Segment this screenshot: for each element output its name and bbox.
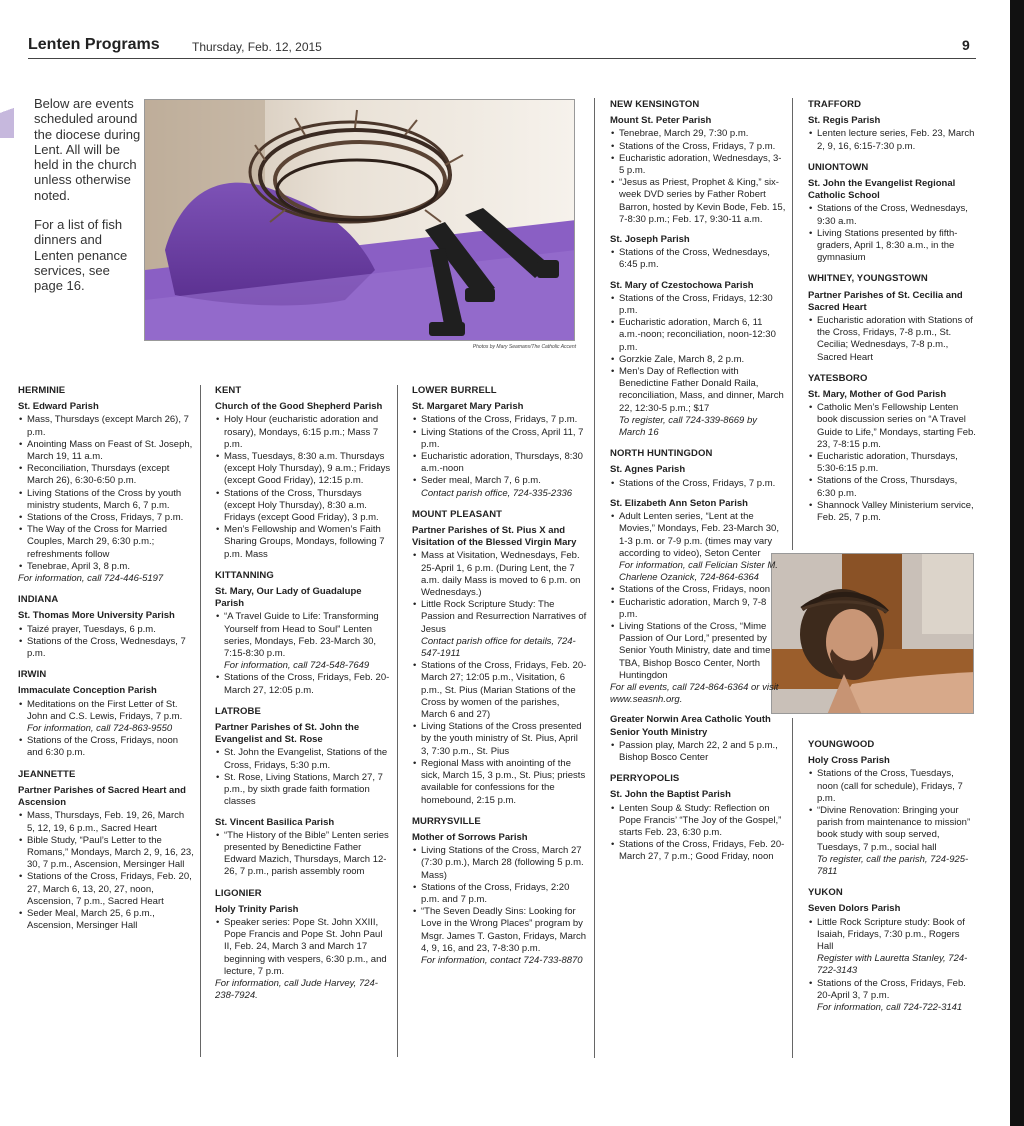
event-item: • Stations of the Cross, Fridays, Feb. 20-April 3, 7 p.m. <box>808 978 976 1002</box>
town-heading: KITTANNING <box>215 569 274 581</box>
event-item: • Stations of the Cross, Fridays, 7 p.m. <box>610 141 786 153</box>
listing-section <box>412 509 588 807</box>
listing-section <box>18 385 194 585</box>
event-item: • Stations of the Cross, Thursdays (except Holy Thursday), 8:30 a.m. Fridays (except Good Friday), 3 p.m. <box>215 488 391 525</box>
contact-note: For information, contact 724-733-8870 <box>421 954 583 966</box>
event-list <box>215 611 391 660</box>
event-list <box>610 740 786 764</box>
parish-name: St. Mary of Czestochowa Parish <box>610 279 754 291</box>
event-list <box>610 247 786 271</box>
column-rule <box>594 98 595 1058</box>
parish-group <box>610 464 786 489</box>
event-item: • Stations of the Cross, Wednesdays, 6:45 p.m. <box>610 247 786 271</box>
contact-note: Register with Lauretta Stanley, 724-722-3143 <box>817 953 968 977</box>
event-item: • Stations of the Cross, Fridays, Feb. 20-March 27, 7 p.m.; Good Friday, noon <box>610 839 786 863</box>
parish-name: Greater Norwin Area Catholic Youth Senior Youth Ministry <box>610 714 771 738</box>
contact-note: Contact parish office, 724-335-2336 <box>421 487 573 499</box>
event-item: • “The Seven Deadly Sins: Looking for Love in the Wrong Places” program by Msgr. James T. Gaston, Fridays, March 4, 9, 16, and 23, 7-8:30 p.m. <box>412 906 588 955</box>
parish-group <box>610 115 786 226</box>
town-heading: LIGONIER <box>215 887 262 899</box>
event-item: • Stations of the Cross, Wednesdays, 9:30 a.m. <box>808 203 976 227</box>
event-item: • Stations of the Cross, Fridays, noon and 6:30 p.m. <box>18 735 194 759</box>
event-list <box>18 624 194 661</box>
parish-group <box>412 401 588 500</box>
parish-name: St. John the Baptist Parish <box>610 789 731 801</box>
listing-column-1 <box>18 385 194 941</box>
town-heading: PERRYOPOLIS <box>610 773 680 785</box>
parish-name: Holy Cross Parish <box>808 755 890 767</box>
town-heading: YOUNGWOOD <box>808 739 875 750</box>
parish-group <box>215 401 391 561</box>
event-item: • Stations of the Cross, Fridays, 7 p.m. <box>412 414 588 426</box>
parish-name: St. Regis Parish <box>808 115 881 127</box>
photo-credit: Photos by Mary Seamans/The Catholic Accent <box>472 344 576 350</box>
listing-section <box>215 706 391 879</box>
listing-section <box>808 273 976 363</box>
listing-section <box>412 816 588 967</box>
listing-section <box>808 887 976 1014</box>
event-item: • Stations of the Cross, Fridays, noon <box>610 584 786 596</box>
town-heading: NEW KENSINGTON <box>610 99 700 110</box>
listing-section <box>808 99 976 153</box>
event-list <box>610 293 786 415</box>
parish-group <box>215 817 391 879</box>
event-item: • Eucharistic adoration, Wednesdays, 3-5 p.m. <box>610 153 786 177</box>
event-item: • Meditations on the First Letter of St. John and C.S. Lewis, Fridays, 7 p.m. <box>18 699 194 723</box>
event-list <box>808 203 976 264</box>
parish-name: St. Agnes Parish <box>610 464 686 476</box>
parish-name: Seven Dolors Parish <box>808 903 901 915</box>
parish-group <box>808 389 976 524</box>
event-list <box>808 128 976 152</box>
event-list <box>808 917 976 954</box>
event-item: • Catholic Men’s Fellowship Lenten book discussion series on “A Travel Guide to Life,” Mondays, starting Feb. 23, 7-8:15 p.m. <box>808 402 976 451</box>
parish-group <box>18 610 194 660</box>
event-item: • Living Stations of the Cross, “Mime Passion of Our Lord,” presented by Senior Youth Ministry, date and time TBA, Bishop Bosco Center, North Huntingdon <box>610 621 786 682</box>
event-item: • Stations of the Cross, Fridays, 7 p.m. <box>18 512 194 524</box>
event-list <box>412 660 588 806</box>
event-list <box>215 830 391 879</box>
event-item: • Men’s Fellowship and Women’s Faith Sharing Groups, Mondays, following 7 p.m. Mass <box>215 524 391 561</box>
page-date: Thursday, Feb. 12, 2015 <box>192 40 322 54</box>
parish-name: Church of the Good Shepherd Parish <box>215 401 383 413</box>
column-rule <box>792 718 793 1058</box>
event-item: • Little Rock Scripture Study: The Passion and Resurrection Narratives of Jesus <box>412 599 588 636</box>
event-item: • Adult Lenten series, “Lent at the Movies,” Mondays, Feb. 23-March 30, 1-3 p.m. or 7-9 p.m. (times may vary according to video), Seton Center <box>610 511 786 560</box>
intro-paragraph-1: Below are events scheduled around the diocese during Lent. All will be held in the church unless otherwise noted. <box>34 96 141 203</box>
column-rule <box>200 385 201 1057</box>
parish-name: St. Vincent Basilica Parish <box>215 816 335 828</box>
listing-section <box>18 594 194 660</box>
parish-name: St. Joseph Parish <box>610 234 690 246</box>
event-item: • Stations of the Cross, Fridays, 12:30 p.m. <box>610 293 786 317</box>
listing-column-4 <box>610 99 786 873</box>
event-item: • Little Rock Scripture study: Book of Isaiah, Fridays, 7:30 p.m., Rogers Hall <box>808 917 976 954</box>
listing-section <box>215 570 391 697</box>
event-item: • Mass, Thursdays, Feb. 19, 26, March 5, 12, 19, 6 p.m., Sacred Heart <box>18 810 194 834</box>
event-item: • Mass at Visitation, Wednesdays, Feb. 25-April 1, 6 p.m. (During Lent, the 7 a.m. daily Mass is moved to 6 p.m. on Wednesdays.) <box>412 550 588 599</box>
event-item: • Tenebrae, April 3, 8 p.m. <box>18 561 194 573</box>
parish-group <box>215 722 391 808</box>
contact-note: For information, call 724-722-3141 <box>817 1002 963 1014</box>
event-item: • Eucharistic adoration, Thursdays, 8:30 a.m.-noon <box>412 451 588 475</box>
page-section-title: Lenten Programs <box>28 36 160 53</box>
event-item: • Stations of the Cross, Tuesdays, noon (call for schedule), Fridays, 7 p.m. <box>808 768 976 805</box>
parish-group <box>18 785 194 932</box>
event-item: • Passion play, March 22, 2 and 5 p.m., Bishop Bosco Center <box>610 740 786 764</box>
town-heading: INDIANA <box>18 594 59 606</box>
parish-name: St. Elizabeth Ann Seton Parish <box>610 497 748 509</box>
event-list <box>18 735 194 759</box>
event-item: • Gorzkie Zale, March 8, 2 p.m. <box>610 354 786 366</box>
parish-group <box>610 714 786 764</box>
event-item: • Living Stations of the Cross, April 11, 7 p.m. <box>412 427 588 451</box>
intro-paragraph-2: For a list of fish dinners and Lenten penance services, see page 16. <box>34 217 128 294</box>
event-item: • Stations of the Cross, Thursdays, 6:30 p.m. <box>808 475 976 499</box>
contact-note: For all events, call 724-864-6364 or visit www.seasnh.org. <box>610 681 779 706</box>
event-list <box>610 584 786 682</box>
event-item: • Eucharistic adoration, March 6, 11 a.m.-noon; reconciliation, noon-12:30 p.m. <box>610 317 786 354</box>
parish-group <box>18 685 194 759</box>
event-list <box>808 978 976 1002</box>
listing-section <box>18 769 194 933</box>
scan-edge <box>1010 0 1024 1126</box>
event-item: • Living Stations of the Cross presented by the youth ministry of St. Pius, April 3, 7:30 p.m., St. Pius <box>412 721 588 758</box>
parish-name: Immaculate Conception Parish <box>18 685 157 697</box>
town-heading: LATROBE <box>215 705 261 717</box>
parish-group <box>610 789 786 863</box>
parish-name: Partner Parishes of St. Cecilia and Sacred Heart <box>808 289 963 313</box>
listing-column-5-top <box>808 99 976 533</box>
event-item: • Stations of the Cross, Fridays, 7 p.m. <box>610 478 786 490</box>
town-heading: MURRYSVILLE <box>412 815 481 827</box>
parish-name: Mother of Sorrows Parish <box>412 831 528 843</box>
parish-group <box>808 755 976 878</box>
event-list <box>412 550 588 635</box>
parish-name: St. Mary, Our Lady of Guadalupe Parish <box>215 586 362 610</box>
listing-section <box>808 739 976 878</box>
parish-group <box>18 401 194 585</box>
crown-of-thorns-photo <box>144 99 575 341</box>
event-list <box>808 402 976 524</box>
parish-group <box>610 498 786 706</box>
event-list <box>215 672 391 696</box>
town-heading: JEANNETTE <box>18 768 76 780</box>
event-list <box>18 414 194 573</box>
event-list <box>412 414 588 487</box>
listing-section <box>610 773 786 863</box>
event-item: • Stations of the Cross, Fridays, Feb. 20-March 27, 12:05 p.m. <box>215 672 391 696</box>
event-list <box>610 803 786 864</box>
town-heading: NORTH HUNTINGDON <box>610 448 713 460</box>
contact-note: For information, call 724-446-5197 <box>18 573 164 585</box>
event-item: • Tenebrae, March 29, 7:30 p.m. <box>610 128 786 140</box>
listing-section <box>808 162 976 265</box>
purple-ribbon-decoration <box>0 100 14 138</box>
contact-note: For information, call Felician Sister M. Charlene Ozanick, 724-864-6364 <box>619 559 778 584</box>
parish-name: St. Mary, Mother of God Parish <box>808 389 947 401</box>
parish-name: St. John the Evangelist Regional Catholic School <box>808 178 956 202</box>
event-item: • Living Stations presented by fifth-graders, April 1, 8:30 a.m., in the gymnasium <box>808 228 976 265</box>
event-item: • Holy Hour (eucharistic adoration and rosary), Mondays, 6:15 p.m.; Mass 7 p.m. <box>215 414 391 451</box>
parish-name: St. Margaret Mary Parish <box>412 401 524 413</box>
event-item: • Men’s Day of Reflection with Benedictine Father Donald Raila, reconciliation, Mass, and dinner, March 22, 12:30-5 p.m.; $17 <box>610 366 786 415</box>
event-item: • Stations of the Cross, Fridays, Feb. 20, 27, March 6, 13, 20, 27, noon, Ascension, 7 p.m., Sacred Heart <box>18 871 194 908</box>
page-number: 9 <box>962 37 970 53</box>
event-item: • The Way of the Cross for Married Couples, March 29, 6:30 p.m.; refreshments follow <box>18 524 194 561</box>
event-item: • Living Stations of the Cross, March 27 (7:30 p.m.), March 28 (following 5 p.m. Mass) <box>412 845 588 882</box>
event-item: • Reconciliation, Thursdays (except March 26), 6:30-6:50 p.m. <box>18 463 194 487</box>
event-item: • Seder Meal, March 25, 6 p.m., Ascension, Mersinger Hall <box>18 908 194 932</box>
listing-section <box>610 99 786 439</box>
listing-column-3 <box>412 385 588 976</box>
parish-group <box>610 280 786 440</box>
event-item: • Eucharistic adoration with Stations of the Cross, Fridays, 7-8 p.m., St. Cecilia; Wednesdays, 7-8 p.m., Sacred Heart <box>808 315 976 364</box>
crucifix-photo <box>771 553 974 714</box>
event-item: • Lenten lecture series, Feb. 23, March 2, 9, 16, 6:15-7:30 p.m. <box>808 128 976 152</box>
event-item: • Shannock Valley Ministerium service, Feb. 25, 7 p.m. <box>808 500 976 524</box>
event-item: • Taizé prayer, Tuesdays, 6 p.m. <box>18 624 194 636</box>
event-item: • “Jesus as Priest, Prophet & King,” six-week DVD series by Father Robert Barron, hosted by Kevin Bode, Feb. 15, 7-8:30 p.m.; Feb. 17, 9:30-11 a.m. <box>610 177 786 226</box>
parish-group <box>808 903 976 1014</box>
parish-group <box>215 904 391 1003</box>
event-item: • Mass, Thursdays (except March 26), 7 p.m. <box>18 414 194 438</box>
parish-name: Partner Parishes of St. John the Evangelist and St. Rose <box>215 722 360 746</box>
event-item: • Seder meal, March 7, 6 p.m. <box>412 475 588 487</box>
event-list <box>18 810 194 932</box>
listing-section <box>610 448 786 764</box>
crucifix-illustration <box>772 554 974 714</box>
event-list <box>215 917 391 978</box>
event-item: • Regional Mass with anointing of the sick, March 15, 3 p.m., St. Pius; priests available for confessions for the homebound, 2:15 p.m. <box>412 758 588 807</box>
contact-note: For information, call 724-548-7649 <box>224 660 370 672</box>
town-heading: UNIONTOWN <box>808 161 869 173</box>
parish-group <box>808 290 976 364</box>
parish-group <box>412 525 588 807</box>
parish-name: Partner Parishes of St. Pius X and Visitation of the Blessed Virgin Mary <box>412 525 577 549</box>
event-item: • “The History of the Bible” Lenten series presented by Benedictine Father Edward Mazich, Thursdays, March 12-26, 7 p.m., parish assembly room <box>215 830 391 879</box>
event-item: • Stations of the Cross, Wednesdays, 7 p.m. <box>18 636 194 660</box>
listing-section <box>215 385 391 561</box>
contact-note: For information, call 724-863-9550 <box>27 723 173 735</box>
event-list <box>610 511 786 560</box>
intro-text <box>34 96 142 308</box>
event-item: • Bible Study, “Paul’s Letter to the Romans,” Mondays, March 2, 9, 16, 23, 30, 7 p.m., Ascension, Mersinger Hall <box>18 835 194 872</box>
event-item: • Mass, Tuesdays, 8:30 a.m. Thursdays (except Holy Thursday), 9 a.m.; Fridays (except Good Friday), 12:15 p.m. <box>215 451 391 488</box>
header-rule <box>28 58 976 59</box>
parish-name: St. Edward Parish <box>18 401 99 413</box>
event-list <box>215 414 391 560</box>
event-item: • Eucharistic adoration, Thursdays, 5:30-6:15 p.m. <box>808 451 976 475</box>
event-item: • “Divine Renovation: Bringing your parish from maintenance to mission” book study with soup served, Tuesdays, 7 p.m., social hall <box>808 805 976 854</box>
parish-group <box>808 178 976 264</box>
event-item: • Speaker series: Pope St. John XXIII, Pope Francis and Pope St. John Paul II, Feb. 24, March 3 and March 17 beginning with vespers, 6:30 p.m., and lecture, 7 p.m. <box>215 917 391 978</box>
parish-name: Holy Trinity Parish <box>215 903 299 915</box>
event-list <box>412 845 588 955</box>
listing-section <box>808 373 976 524</box>
town-heading: YUKON <box>808 887 843 899</box>
town-heading: TRAFFORD <box>808 99 862 110</box>
event-list <box>808 768 976 853</box>
event-item: • St. John the Evangelist, Stations of the Cross, Fridays, 5:30 p.m. <box>215 747 391 771</box>
event-item: • Eucharistic adoration, March 9, 7-8 p.m. <box>610 597 786 621</box>
parish-group <box>610 234 786 272</box>
listing-section <box>215 888 391 1003</box>
town-heading: YATESBORO <box>808 372 868 384</box>
event-list <box>610 478 786 490</box>
town-heading: LOWER BURRELL <box>412 385 497 396</box>
event-item: • Anointing Mass on Feast of St. Joseph, March 19, 11 a.m. <box>18 439 194 463</box>
parish-group <box>412 832 588 967</box>
town-heading: MOUNT PLEASANT <box>412 508 503 520</box>
parish-name: St. Thomas More University Parish <box>18 610 175 622</box>
event-list <box>610 128 786 226</box>
parish-group <box>808 115 976 153</box>
contact-note: To register, call 724-339-8669 by March 16 <box>619 414 758 439</box>
parish-name: Mount St. Peter Parish <box>610 115 712 127</box>
column-rule <box>397 385 398 1057</box>
town-heading: IRWIN <box>18 669 47 681</box>
event-item: • St. Rose, Living Stations, March 27, 7 p.m., by sixth grade faith formation classes <box>215 772 391 809</box>
event-list <box>808 315 976 364</box>
listing-column-5-bottom <box>808 739 976 1023</box>
column-rule <box>792 98 793 550</box>
listing-section <box>412 385 588 500</box>
town-heading: HERMINIE <box>18 385 66 396</box>
town-heading: WHITNEY, YOUNGSTOWN <box>808 273 928 285</box>
event-item: • “A Travel Guide to Life: Transforming Yourself from Head to Soul” Lenten series, Mondays, Feb. 23-March 30, 7:15-8:30 p.m. <box>215 611 391 660</box>
crown-of-thorns-illustration <box>145 100 575 341</box>
event-list <box>18 699 194 723</box>
event-item: • Stations of the Cross, Fridays, Feb. 20-March 27; 12:05 p.m., Visitation, 6 p.m., St. Pius (Marian Stations of the Cross by women of the parishes, March 6 and 27) <box>412 660 588 721</box>
event-item: • Stations of the Cross, Fridays, 2:20 p.m. and 7 p.m. <box>412 882 588 906</box>
event-list <box>215 747 391 808</box>
listing-column-2 <box>215 385 391 1011</box>
event-item: • Lenten Soup & Study: Reflection on Pope Francis’ “The Joy of the Gospel,” starts Feb. 23, 6:30 p.m. <box>610 803 786 840</box>
parish-name: Partner Parishes of Sacred Heart and Ascension <box>18 784 186 809</box>
contact-note: To register, call the parish, 724-925-7811 <box>817 853 969 878</box>
listing-section <box>18 669 194 759</box>
contact-note: For information, call Jude Harvey, 724-238-7924. <box>215 977 378 1002</box>
event-item: • Living Stations of the Cross by youth ministry students, March 6, 7 p.m. <box>18 488 194 512</box>
town-heading: KENT <box>215 385 242 396</box>
parish-group <box>215 586 391 697</box>
contact-note: Contact parish office for details, 724-547-1911 <box>421 635 576 660</box>
